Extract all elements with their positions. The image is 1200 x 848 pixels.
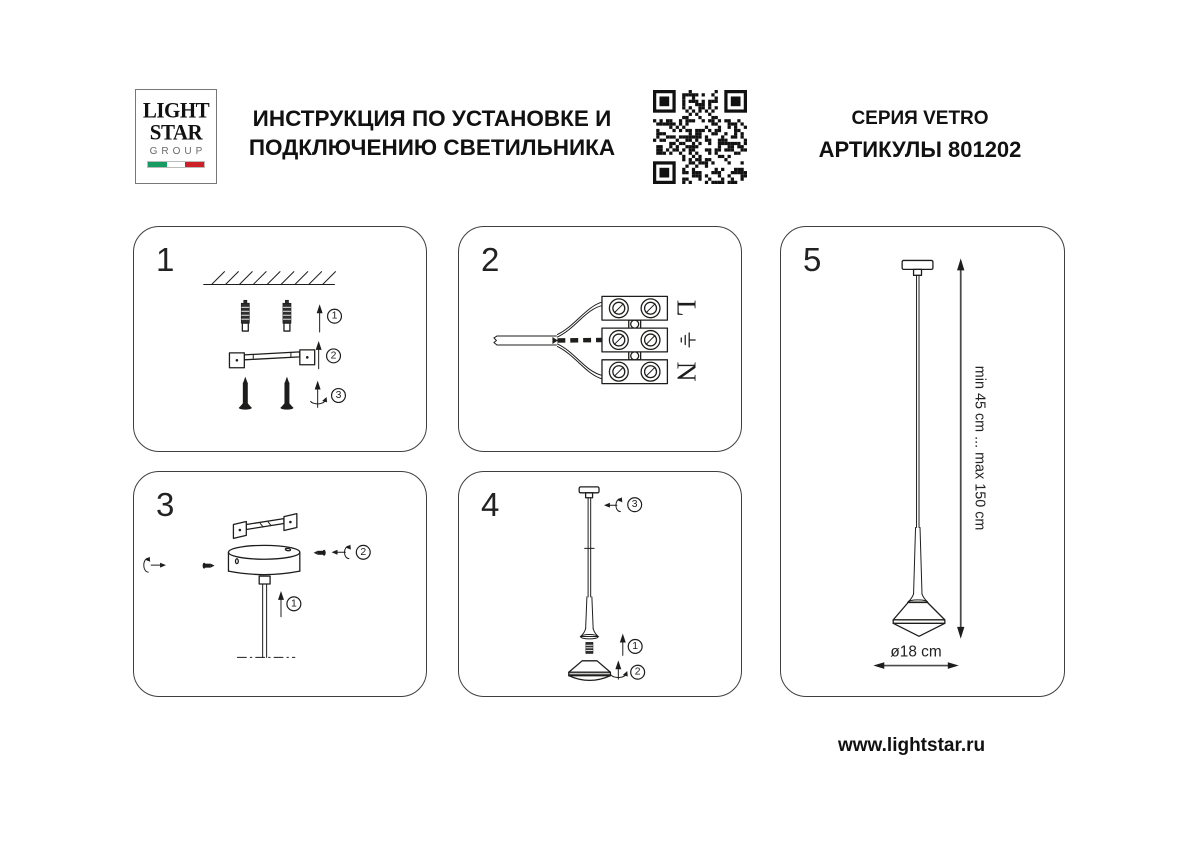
page-title <box>233 104 631 162</box>
panel-5-dimensions <box>780 226 1065 697</box>
svg-text:1: 1 <box>331 310 338 322</box>
cord-stem-and-flare <box>908 528 927 605</box>
wall-anchor <box>283 300 291 331</box>
website-url: www.lightstar.ru <box>838 735 986 756</box>
panel-3-illustration <box>134 472 426 696</box>
logo-word-star: STAR <box>149 119 203 145</box>
svg-text:3: 3 <box>631 499 638 511</box>
wire-line <box>557 302 603 337</box>
svg-text:1: 1 <box>290 598 297 610</box>
panel-3-canopy-mounting <box>133 471 427 697</box>
suspension-cord <box>585 498 594 597</box>
rotate-arrow <box>144 557 166 572</box>
panel-5-illustration <box>781 227 1064 696</box>
title-line-1: ИНСТРУКЦИЯ ПО УСТАНОВКЕ И <box>252 106 612 131</box>
rotate-arrow <box>611 660 627 679</box>
lamp-shade <box>893 603 945 637</box>
lightstar-logo <box>135 89 217 184</box>
side-screw <box>203 563 215 569</box>
title-line-2: ПОДКЛЮЧЕНИЮ СВЕТИЛЬНИКА <box>248 135 616 160</box>
logo-word-group: GROUP <box>149 146 207 157</box>
svg-text:2: 2 <box>330 350 337 362</box>
up-arrow <box>278 591 284 617</box>
terminal-row-L <box>602 296 667 320</box>
panel-4-lamp-assembly <box>458 471 742 697</box>
label-neutral-N: N <box>670 361 702 382</box>
side-screw <box>314 550 326 556</box>
series-block <box>805 108 1035 163</box>
diameter-label: ø18 cm <box>890 643 942 661</box>
svg-text:2: 2 <box>360 546 367 558</box>
step-badge-1 <box>628 640 642 654</box>
ceiling-canopy <box>579 487 599 498</box>
rotate-arrow <box>311 381 327 408</box>
qr-code-icon <box>653 90 747 184</box>
ceiling-hatch <box>204 272 336 285</box>
panel-2-illustration <box>459 227 741 451</box>
step-badge-2 <box>327 349 341 363</box>
up-arrow <box>316 341 322 369</box>
up-arrow <box>317 304 323 332</box>
diameter-dimension-line <box>873 662 958 669</box>
svg-text:2: 2 <box>634 666 641 678</box>
panel-number: 2 <box>481 241 500 278</box>
step-badge-3 <box>628 498 642 512</box>
article-number: АРТИКУЛЫ 801202 <box>818 137 1022 162</box>
ceiling-canopy <box>902 260 933 275</box>
panel-number: 3 <box>156 486 175 523</box>
lamp-shade <box>569 661 611 681</box>
mains-cable <box>494 336 558 345</box>
height-range-label: min 45 cm ... max 150 cm <box>971 365 988 531</box>
logo-word-light: LIGHT <box>142 97 210 123</box>
cord-stem-and-flare <box>581 597 598 639</box>
step-badge-1 <box>287 597 301 611</box>
panel-number: 5 <box>803 241 822 278</box>
step-badge-2 <box>356 545 370 559</box>
svg-text:3: 3 <box>335 389 342 401</box>
panel-number: 1 <box>156 241 175 278</box>
screw <box>280 377 293 410</box>
wall-anchor <box>241 300 249 331</box>
earth-symbol <box>681 333 695 347</box>
threaded-nipple <box>586 642 593 653</box>
wire-neutral <box>557 344 603 379</box>
screw <box>239 377 252 410</box>
mounting-bracket <box>233 514 296 539</box>
terminal-block <box>602 296 667 383</box>
terminal-row-earth <box>602 328 667 352</box>
up-arrow <box>620 634 626 656</box>
panel-4-illustration <box>459 472 741 696</box>
step-badge-2 <box>631 665 645 679</box>
panel-1-ceiling-preparation <box>133 226 427 452</box>
step-badge-3 <box>332 389 346 403</box>
svg-text:1: 1 <box>632 640 639 652</box>
suspension-cord <box>259 576 270 657</box>
suspension-cord <box>917 275 919 527</box>
height-dimension-line <box>957 258 964 638</box>
rotate-arrow <box>604 497 622 511</box>
italian-flag-stripe <box>147 161 205 168</box>
panel-2-wiring <box>458 226 742 452</box>
terminal-row-N <box>602 360 667 384</box>
label-line-L: L <box>670 299 702 317</box>
mounting-bracket <box>229 350 314 368</box>
panel-1-illustration <box>134 227 426 451</box>
step-badge-1 <box>328 309 342 323</box>
panel-number: 4 <box>481 486 500 523</box>
rotate-arrow <box>332 545 351 559</box>
ceiling-canopy <box>228 545 299 574</box>
series-label: СЕРИЯ VETRO <box>851 108 989 129</box>
